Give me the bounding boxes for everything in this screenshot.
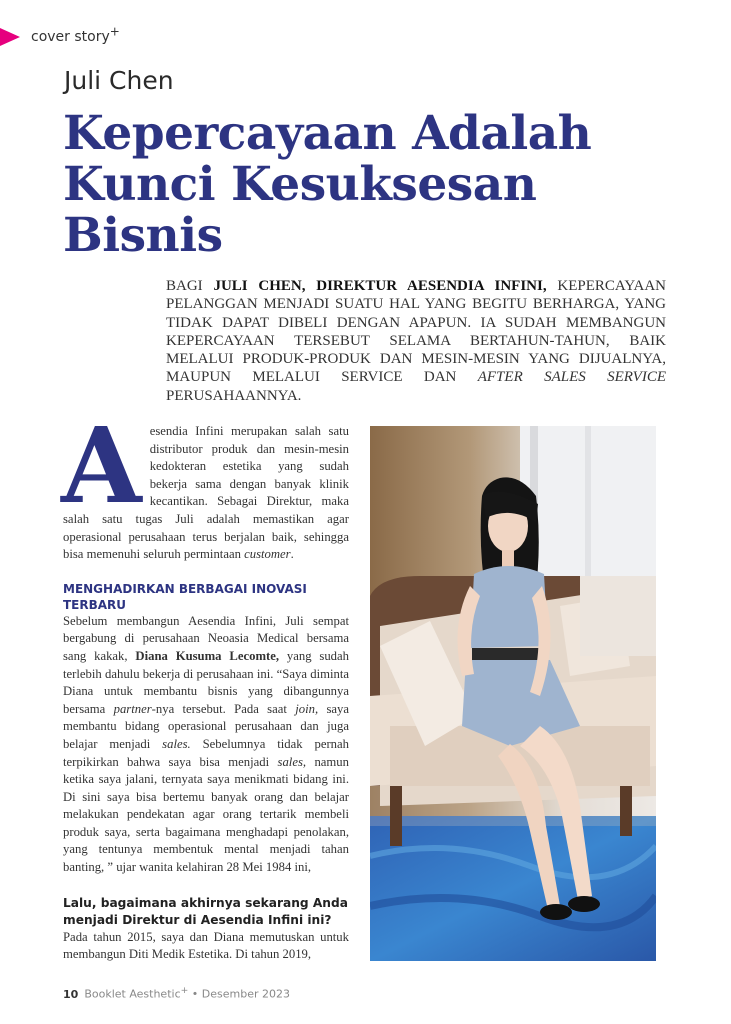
- page-footer: 10 Booklet Aesthetic+ • Desember 2023: [63, 985, 291, 1001]
- section-label: cover story+: [31, 24, 120, 45]
- issue-date: Desember 2023: [201, 987, 291, 1001]
- headline-line-1: Kepercayaan Adalah: [63, 106, 592, 161]
- body-paragraph-2: Sebelum membangun Aesendia Infini, Juli sempat bergabung di perusahaan Neoasia Medical bersama sang kakak, Diana Kusuma Lecomte, yang sudah terlebih dahulu bekerja di perusahaan ini. “Saya diminta Diana untuk membantu bisnis yang dibangunnya bersama partner-nya tersebut. Pada saat join, saya membantu bidang operasional perusahaan dan juga belajar menjadi sales. Sebelumnya tidak pernah terpikirkan bahwa saya bisa menjadi sales, namun ketika saya jalani, ternyata saya menikmati bidang ini. Di sini saya bisa bertemu banyak orang dan belajar melakukan pendekatan agar orang tertarik membeli produk saya, serta bagaimana menghadapi penolakan, yang tentunya membentuk mental menjadi tahan banting, ” ujar wanita kelahiran 28 Mei 1984 ini,: [63, 613, 349, 875]
- article-body: [61, 404, 349, 964]
- drop-cap: A: [61, 404, 142, 527]
- portrait-illustration: [370, 426, 656, 961]
- headline-line-2: Kunci Kesuksesan: [63, 157, 537, 212]
- intro-paragraph: Aesendia Infini merupakan salah satu distributor produk dan mesin-mesin kedokteran estetika yang sudah bekerja sama dengan banyak klinik kecantikan. Sebagai Direktur, maka salah satu tugas Juli adalah memastikan agar operasional perusahaan terus berjalan baik, sehingga bisa memenuhi seluruh permintaan customer.: [61, 404, 349, 562]
- headline-line-3: Bisnis: [63, 208, 223, 263]
- interview-question: Lalu, bagaimana akhirnya sekarang Anda menjadi Direktur di Aesendia Infini ini?: [63, 895, 348, 927]
- lead-paragraph: BAGI JULI CHEN, DIREKTUR AESENDIA INFINI, KEPERCAYAAN PELANGGAN MENJADI SUATU HAL YANG BEGITU BERHARGA, YANG TIDAK DAPAT DIBELI DENGAN APAPUN. IA SUDAH MEMBANGUN KEPERCAYAAN TERSEBUT SELAMA BERTAHUN-TAHUN, BAIK MELALUI PRODUK-PRODUK DAN MESIN-MESIN YANG DIJUALNYA, MAUPUN MELALUI SERVICE DAN AFTER SALES SERVICE PERUSAHAANNYA.: [166, 278, 666, 404]
- body-paragraph-3: Pada tahun 2015, saya dan Diana memutuskan untuk membangun Diti Medik Estetika. Di tahun 2019,: [63, 929, 349, 962]
- person-name: Juli Chen: [64, 66, 174, 95]
- headline: [63, 108, 703, 261]
- section-marker-triangle: [0, 28, 20, 46]
- portrait-photo: [370, 426, 656, 961]
- publication-name: Booklet Aesthetic: [84, 987, 181, 1001]
- page-number: 10: [63, 987, 79, 1001]
- section-tag: [0, 24, 120, 47]
- section-subheading: MENGHADIRKAN BERBAGAI INOVASI TERBARU: [63, 581, 307, 612]
